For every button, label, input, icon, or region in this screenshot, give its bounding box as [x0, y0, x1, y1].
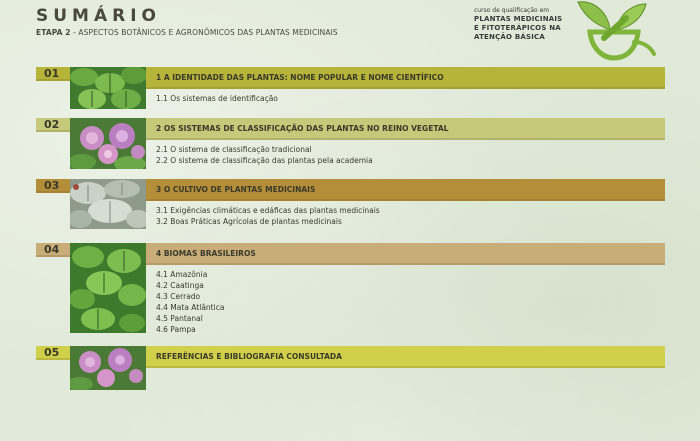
section-title: REFERÊNCIAS E BIBLIOGRAFIA CONSULTADA — [146, 346, 665, 368]
green-leaves-image — [70, 67, 146, 109]
toc-section-1[interactable] — [36, 67, 665, 109]
toc-item[interactable]: 1.1 Os sistemas de identificação — [156, 94, 278, 103]
stage-label: ETAPA 2 — [36, 28, 71, 37]
page-title: SUMÁRIO — [36, 6, 161, 26]
logo-line-1: PLANTAS MEDICINAIS — [474, 15, 563, 23]
toc-section-3[interactable] — [36, 179, 665, 229]
pink-flowers-image — [70, 118, 146, 169]
section-title: 3 O CULTIVO DE PLANTAS MEDICINAIS — [146, 179, 665, 201]
toc-section-2[interactable] — [36, 118, 665, 170]
toc-item[interactable]: 4.1 Amazônia — [156, 270, 208, 279]
logo-tagline: curso de qualificação em — [474, 7, 550, 14]
section-title: 4 BIOMAS BRASILEIROS — [146, 243, 665, 265]
toc-item[interactable]: 4.6 Pampa — [156, 325, 196, 334]
logo-line-2: E FITOTERÁPICOS NA — [474, 24, 561, 32]
toc-item[interactable]: 2.1 O sistema de classificação tradicional — [156, 145, 312, 154]
section-items — [156, 205, 380, 227]
grey-leaves-image — [70, 179, 146, 229]
section-title: 1 A IDENTIDADE DAS PLANTAS: NOME POPULAR E NOME CIENTÍFICO — [146, 67, 665, 89]
pink-flowers-image — [70, 346, 146, 390]
section-number: 01 — [36, 67, 70, 81]
stage-description: - ASPECTOS BOTÂNICOS E AGRONÔMICOS DAS PLANTAS MEDICINAIS — [70, 28, 338, 37]
mint-leaves-image — [70, 243, 146, 333]
toc-item[interactable]: 4.3 Cerrado — [156, 292, 201, 301]
toc-item[interactable]: 4.5 Pantanal — [156, 314, 203, 323]
logo-line-3: ATENÇÃO BÁSICA — [474, 33, 545, 41]
section-items — [156, 269, 224, 335]
mortar-leaf-icon — [564, 0, 662, 62]
section-number: 03 — [36, 179, 70, 193]
section-items — [156, 144, 373, 166]
course-logo — [472, 2, 662, 62]
section-title: 2 OS SISTEMAS DE CLASSIFICAÇÃO DAS PLANTAS NO REINO VEGETAL — [146, 118, 665, 140]
toc-item[interactable]: 2.2 O sistema de classificação das plantas pela academia — [156, 156, 373, 165]
section-number: 02 — [36, 118, 70, 132]
section-items — [156, 93, 278, 104]
toc-item[interactable]: 4.2 Caatinga — [156, 281, 204, 290]
toc-item[interactable]: 4.4 Mata Atlântica — [156, 303, 225, 312]
page-subtitle — [36, 28, 338, 37]
toc-item[interactable]: 3.1 Exigências climáticas e edáficas das plantas medicinais — [156, 206, 380, 215]
toc-item[interactable]: 3.2 Boas Práticas Agrícolas de plantas medicinais — [156, 217, 342, 226]
section-number: 04 — [36, 243, 70, 257]
toc-section-4[interactable] — [36, 243, 665, 333]
toc-section-5[interactable] — [36, 346, 665, 390]
section-number: 05 — [36, 346, 70, 360]
